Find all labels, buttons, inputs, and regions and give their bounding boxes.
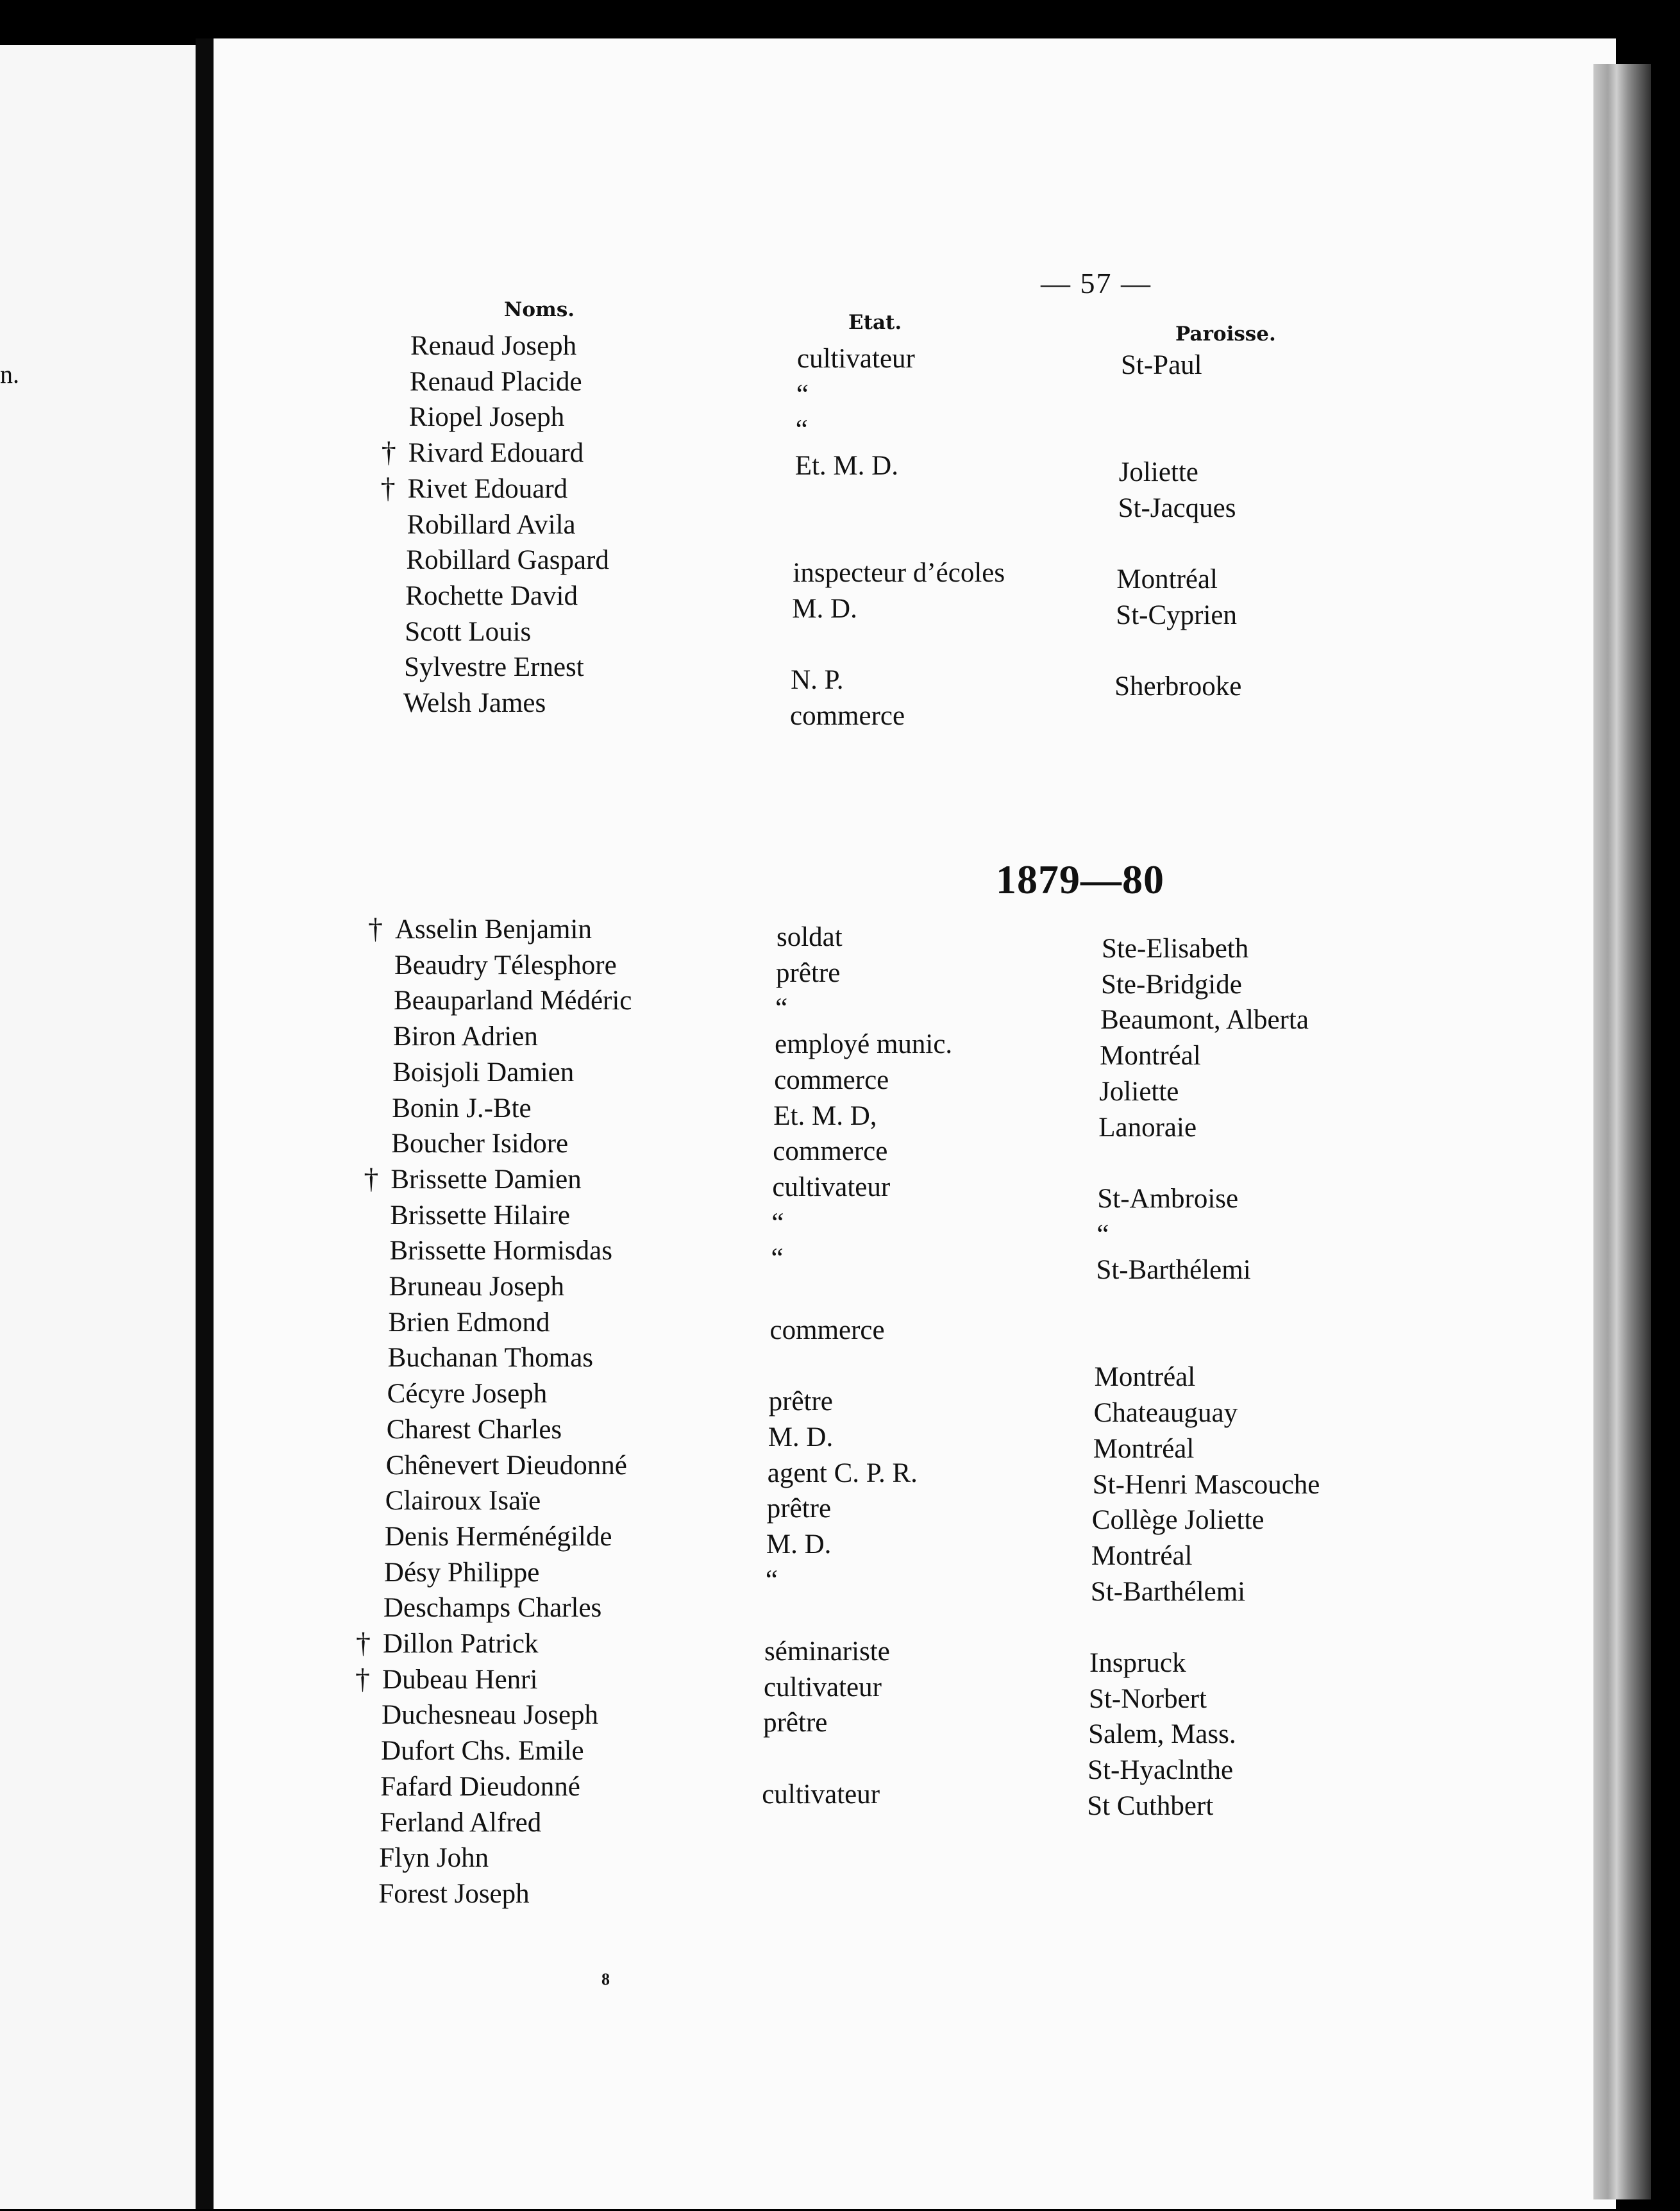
entry-name: Boucher Isidore: [391, 1129, 569, 1159]
entry-name: Sylvestre Ernest: [404, 652, 584, 683]
entry-name: Rivet Edouard: [407, 473, 568, 504]
entry-etat: “: [771, 1207, 784, 1238]
entry-paroisse: Montréal: [1100, 1041, 1201, 1072]
entry-etat: soldat: [777, 922, 843, 952]
entry-paroisse: Montréal: [1093, 1433, 1195, 1464]
entry-etat: commerce: [769, 1315, 885, 1345]
entry-paroisse: Inspruck: [1089, 1648, 1186, 1678]
previous-page-text-fragment: n.: [0, 360, 19, 389]
entry-paroisse: “: [1096, 1219, 1109, 1250]
entry-paroisse: St-Henri Mascouche: [1092, 1469, 1320, 1500]
entry-etat: prêtre: [768, 1386, 833, 1417]
entry-etat: cultivateur: [797, 344, 915, 374]
entry-etat: séminariste: [764, 1636, 890, 1667]
entry-paroisse: Montréal: [1091, 1540, 1193, 1571]
entry-paroisse: Joliette: [1099, 1076, 1179, 1107]
deceased-cross-icon: †: [364, 1161, 379, 1195]
entry-etat: prêtre: [766, 1493, 832, 1524]
entry-paroisse: Lanoraie: [1098, 1112, 1197, 1143]
entry-name: Renaud Joseph: [410, 331, 577, 361]
entry-etat: “: [765, 1565, 778, 1595]
entry-paroisse: St-Barthélemi: [1090, 1576, 1246, 1607]
entry-etat: agent C. P. R.: [767, 1458, 918, 1488]
entry-paroisse: St-Norbert: [1089, 1683, 1207, 1714]
deceased-cross-icon: †: [380, 471, 396, 504]
entry-etat: cultivateur: [762, 1779, 880, 1810]
entry-paroisse: Ste-Elisabeth: [1102, 934, 1249, 964]
deceased-cross-icon: †: [368, 912, 383, 945]
entry-etat: commerce: [790, 701, 905, 731]
entry-paroisse: Chateauguay: [1093, 1398, 1238, 1429]
entry-name: Scott Louis: [405, 616, 532, 647]
entry-name: Clairoux Isaïe: [385, 1486, 541, 1517]
entry-paroisse: Montréal: [1094, 1362, 1196, 1393]
header-paroisse: Paroisse.: [1175, 323, 1276, 346]
entry-name: Chênevert Dieudonné: [385, 1450, 627, 1481]
entry-etat: N. P.: [791, 665, 844, 696]
entry-paroisse: St Cuthbert: [1087, 1790, 1214, 1821]
entry-paroisse: Ste-Bridgide: [1101, 969, 1242, 1000]
entry-paroisse: St-Hyaclnthe: [1088, 1755, 1234, 1786]
entry-etat: “: [796, 379, 809, 410]
entry-name: Ferland Alfred: [380, 1807, 542, 1838]
deceased-cross-icon: †: [356, 1626, 371, 1659]
entry-name: Riopel Joseph: [408, 402, 565, 433]
entry-name: Brissette Damien: [391, 1164, 582, 1195]
entry-name: Dillon Patrick: [383, 1629, 539, 1659]
entry-name: Bruneau Joseph: [389, 1272, 564, 1302]
entry-etat: Et. M. D,: [773, 1100, 877, 1131]
entry-etat: inspecteur d’écoles: [793, 558, 1005, 589]
entry-name: Flyn John: [379, 1843, 489, 1874]
entry-paroisse: St-Ambroise: [1097, 1183, 1239, 1214]
entry-etat: cultivateur: [764, 1672, 882, 1702]
entry-paroisse: St-Cyprien: [1116, 600, 1238, 630]
entry-etat: prêtre: [776, 957, 841, 988]
entry-etat: commerce: [774, 1064, 889, 1095]
entry-etat: “: [795, 415, 808, 446]
book-page: [214, 38, 1616, 2209]
entry-name: Bonin J.-Bte: [392, 1093, 532, 1123]
entry-name: Forest Joseph: [378, 1878, 530, 1909]
entry-name: Dubeau Henri: [382, 1664, 538, 1695]
entry-name: Renaud Placide: [409, 366, 582, 397]
entry-name: Désy Philippe: [383, 1557, 540, 1588]
entry-name: Deschamps Charles: [383, 1593, 602, 1624]
entry-paroisse: St-Jacques: [1118, 492, 1236, 523]
entry-etat: Et. M. D.: [794, 451, 898, 482]
entry-paroisse: Salem, Mass.: [1088, 1719, 1236, 1750]
entry-paroisse: Sherbrooke: [1114, 671, 1242, 702]
entry-name: Robillard Avila: [407, 509, 576, 540]
entry-paroisse: Joliette: [1118, 457, 1198, 488]
entry-etat: M. D.: [766, 1529, 832, 1559]
entry-etat: commerce: [773, 1136, 888, 1167]
entry-name: Cécyre Joseph: [387, 1379, 548, 1409]
entry-name: Welsh James: [403, 688, 546, 718]
section-year-heading: 1879—80: [996, 857, 1164, 902]
entry-name: Duchesneau Joseph: [382, 1700, 599, 1731]
entry-etat: M. D.: [792, 593, 857, 624]
entry-name: Robillard Gaspard: [406, 545, 609, 576]
entry-etat: “: [775, 993, 788, 1024]
page-number: — 57 —: [1041, 267, 1152, 299]
entry-name: Denis Herménégilde: [384, 1521, 612, 1552]
entry-name: Biron Adrien: [393, 1021, 538, 1052]
entry-name: Buchanan Thomas: [387, 1343, 594, 1374]
entry-name: Asselin Benjamin: [395, 914, 592, 945]
deceased-cross-icon: †: [355, 1661, 371, 1695]
entry-name: Dufort Chs. Emile: [381, 1736, 584, 1767]
signature-mark: 8: [601, 1970, 610, 1988]
entry-paroisse: Beaumont, Alberta: [1100, 1005, 1309, 1036]
entry-name: Rochette David: [405, 580, 578, 611]
entry-name: Rivard Edouard: [408, 438, 584, 469]
header-etat: Etat.: [848, 311, 902, 334]
entry-paroisse: St-Barthélemi: [1096, 1255, 1251, 1286]
entry-etat: M. D.: [768, 1422, 834, 1452]
entry-etat: cultivateur: [772, 1172, 891, 1202]
page-edges: [1593, 64, 1651, 2199]
entry-name: Brissette Hilaire: [390, 1200, 571, 1231]
deceased-cross-icon: †: [381, 435, 396, 469]
entry-etat: employé munic.: [775, 1029, 953, 1060]
entry-name: Charest Charles: [386, 1414, 562, 1445]
entry-etat: “: [771, 1243, 784, 1274]
entry-name: Fafard Dieudonné: [380, 1771, 580, 1802]
entry-name: Brien Edmond: [388, 1307, 550, 1338]
entry-name: Beauparland Médéric: [394, 986, 632, 1016]
entry-name: Beaudry Télesphore: [394, 950, 617, 980]
entry-paroisse: Collège Joliette: [1091, 1505, 1264, 1536]
entry-name: Brissette Hormisdas: [389, 1236, 612, 1266]
entry-paroisse: Montréal: [1116, 564, 1218, 595]
entry-paroisse: St-Paul: [1121, 350, 1202, 380]
entry-etat: prêtre: [763, 1708, 828, 1738]
entry-name: Boisjoli Damien: [392, 1057, 575, 1088]
header-names: Noms.: [504, 298, 575, 321]
binding-gutter: [196, 38, 214, 2209]
previous-page: [0, 45, 196, 2209]
